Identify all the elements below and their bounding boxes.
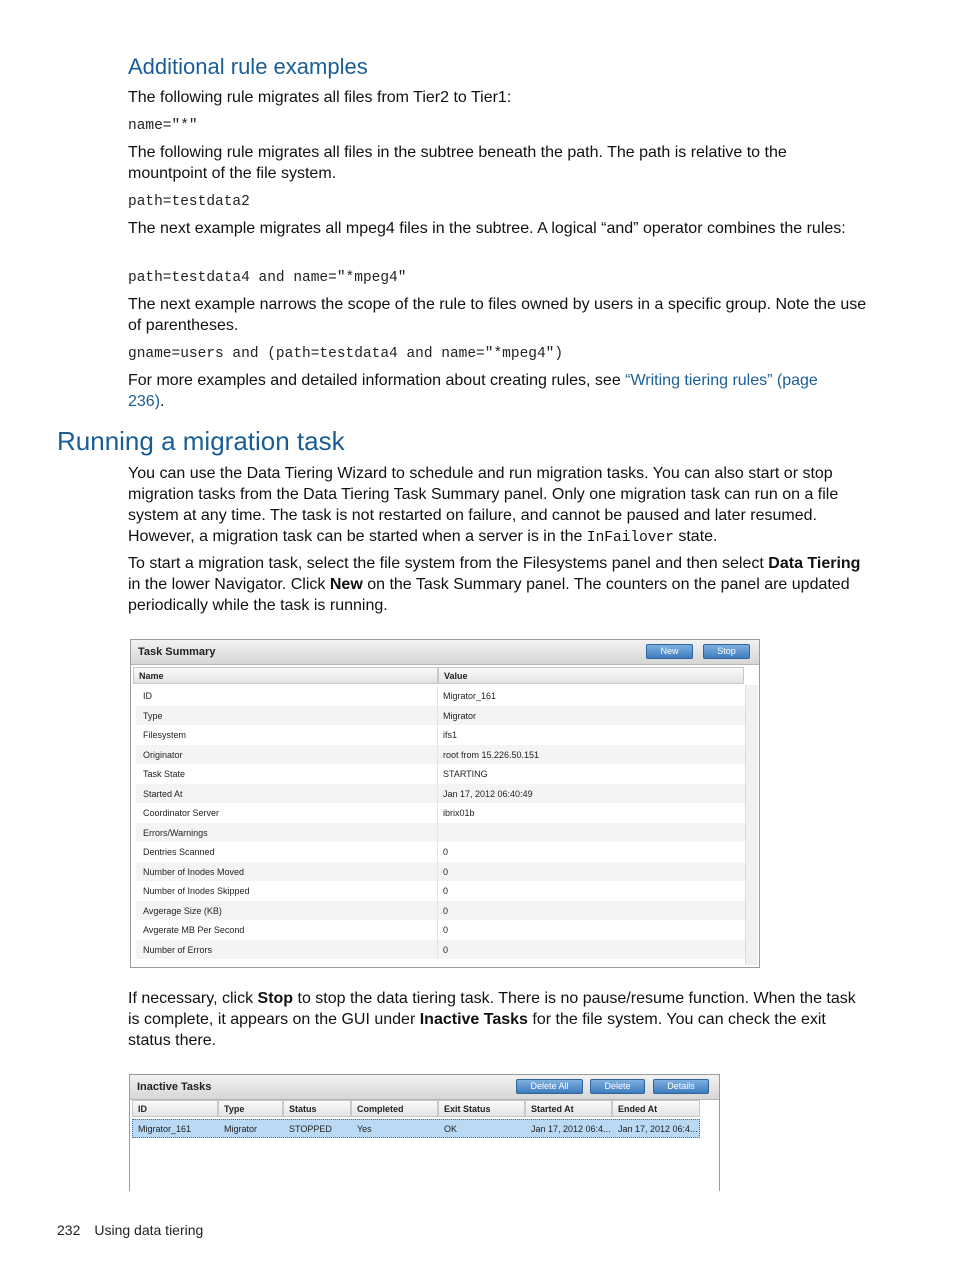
ui-term: Stop [257,990,294,1007]
cell-name: Errors/Warnings [143,827,208,838]
cell-name: Coordinator Server [143,808,220,818]
column-header[interactable]: Ended At [612,1100,700,1117]
column-separator [437,725,438,745]
cell-value: ifs1 [443,730,458,740]
column-header-name[interactable]: Name [133,667,438,684]
details-button[interactable]: Details [653,1079,709,1094]
cell-value: 0 [443,944,449,955]
stop-button[interactable]: Stop [703,644,750,659]
table-row[interactable] [136,745,746,765]
cell-name: Dentries Scanned [143,847,215,857]
column-separator [437,764,438,784]
cell: Migrator_161 [138,1124,192,1134]
cell-value: 0 [443,866,449,877]
ui-term: Inactive Tasks [419,1011,528,1028]
cell-name: Task State [143,769,186,779]
cell-name: Originator [143,749,183,760]
cell-name: Number of Errors [143,944,213,955]
paragraph-text: on the Task Summary panel. The counters on the panel are updated periodically while the task is running. [128,576,850,614]
cell-value: root from 15.226.50.151 [443,749,540,760]
paragraph-text: To start a migration task, select the file system from the Filesystems panel and then select [128,555,769,572]
ui-term: Data Tiering [768,555,861,572]
column-separator [437,901,438,921]
cell-value: 0 [443,847,449,857]
delete-all-button[interactable]: Delete All [516,1079,583,1094]
table-row[interactable] [132,1119,700,1138]
column-header-value[interactable]: Value [438,667,744,684]
paragraph: The next example narrows the scope of the rule to files owned by users in a specific group. Note the use of parentheses. [128,296,867,334]
panel-header [131,640,759,665]
cell-value: ibrix01b [443,808,475,818]
column-header[interactable]: Completed [351,1100,438,1117]
footer-section-title: Using data tiering [94,1222,204,1238]
table-row[interactable] [136,823,746,843]
cell-name: Filesystem [143,730,187,740]
code-example: name="*" [128,118,198,134]
paragraph-text: to stop the data tiering task. There is no pause/resume function. When the task is complete, it appears on the GUI under [128,990,856,1028]
table-row[interactable] [136,803,746,823]
section-heading-running-migration: Running a migration task [57,426,345,456]
table-row[interactable] [136,842,746,862]
cell-name: Number of Inodes Skipped [143,886,250,896]
scrollbar-track[interactable] [745,685,758,965]
cell-value: Migrator [443,710,477,721]
paragraph-text: state. [673,528,718,545]
cross-reference-link[interactable]: “Writing tiering rules” (page 236) [128,372,818,410]
paragraph: The following rule migrates all files in the subtree beneath the path. The path is relative to the mountpoint of the file system. [128,144,787,182]
paragraph [128,988,868,1051]
column-separator [437,920,438,940]
column-separator [437,706,438,726]
paragraph [128,370,838,412]
table-row[interactable] [136,940,746,960]
panel-header [130,1075,719,1100]
table-row[interactable] [136,764,746,784]
column-separator [437,745,438,765]
section-heading-additional-rules: Additional rule examples [128,54,368,79]
new-button[interactable]: New [646,644,693,659]
page-number: 232 [57,1222,81,1238]
cell: Migrator [224,1124,258,1134]
column-separator [437,862,438,882]
code-example: path=testdata4 and name="*mpeg4" [128,270,407,286]
paragraph [128,463,868,549]
column-separator [437,686,438,706]
delete-button[interactable]: Delete [590,1079,645,1094]
cell-name: Started At [143,788,183,799]
cell-name: Number of Inodes Moved [143,866,245,877]
code-example: gname=users and (path=testdata4 and name="*mpeg4") [128,346,564,362]
column-header[interactable]: ID [132,1100,218,1117]
table-row[interactable] [136,784,746,804]
table-row[interactable] [136,862,746,882]
ui-term: New [329,576,363,593]
cell: OK [444,1124,458,1134]
code-example: path=testdata2 [128,194,250,210]
cell-name: Avgerage Size (KB) [143,905,222,916]
paragraph-text: for the file system. You can check the exit status there. [128,1011,826,1049]
table-row[interactable] [136,901,746,921]
cell: Jan 17, 2012 06:4... [531,1124,611,1134]
column-header[interactable]: Status [283,1100,351,1117]
paragraph-text: . [160,393,165,410]
table-row[interactable] [136,881,746,901]
column-separator [437,842,438,862]
cell-value: 0 [443,905,449,916]
column-separator [437,823,438,843]
paragraph-text: in the lower Navigator. Click [128,576,330,593]
cell-value: 0 [443,925,449,935]
column-separator [437,940,438,960]
column-header[interactable]: Exit Status [438,1100,525,1117]
page-footer [57,1222,203,1238]
cell-name: ID [143,691,152,701]
cell-value: STARTING [443,769,488,779]
table-row[interactable] [136,920,746,940]
inline-code: InFailover [586,530,674,546]
inactive-tasks-panel [129,1074,720,1191]
cell-value: 0 [443,886,449,896]
paragraph: The next example migrates all mpeg4 files in the subtree. A logical “and” operator combines the rules: [128,220,846,237]
table-row[interactable] [136,725,746,745]
column-separator [437,784,438,804]
cell-value: Jan 17, 2012 06:40:49 [443,788,533,799]
cell: Jan 17, 2012 06:4... [618,1124,698,1134]
cell-value: Migrator_161 [443,691,497,701]
paragraph [128,553,868,616]
cell: STOPPED [289,1124,332,1134]
column-header[interactable]: Started At [525,1100,612,1117]
cell-name: Avgerate MB Per Second [143,925,245,935]
task-summary-panel [130,639,760,968]
column-separator [437,881,438,901]
paragraph-text: For more examples and detailed information about creating rules, see [128,372,626,389]
panel-title: Inactive Tasks [137,1081,212,1093]
table-row[interactable] [136,686,746,706]
cell-name: Type [143,710,163,721]
table-row[interactable] [136,706,746,726]
paragraph-text: You can use the Data Tiering Wizard to schedule and run migration tasks. You can also start or stop migration tasks from the Data Tiering Task Summary panel. Only one migration task can run on a file system at any time. The task is not restarted on failure, and cannot be paused and later resumed. However, a migration task can be started when a server is in the [128,465,839,545]
paragraph: The following rule migrates all files from Tier2 to Tier1: [128,89,512,106]
cell: Yes [357,1124,372,1134]
column-separator [437,803,438,823]
column-header[interactable]: Type [218,1100,283,1117]
panel-title: Task Summary [138,646,216,658]
paragraph-text: If necessary, click [128,990,258,1007]
